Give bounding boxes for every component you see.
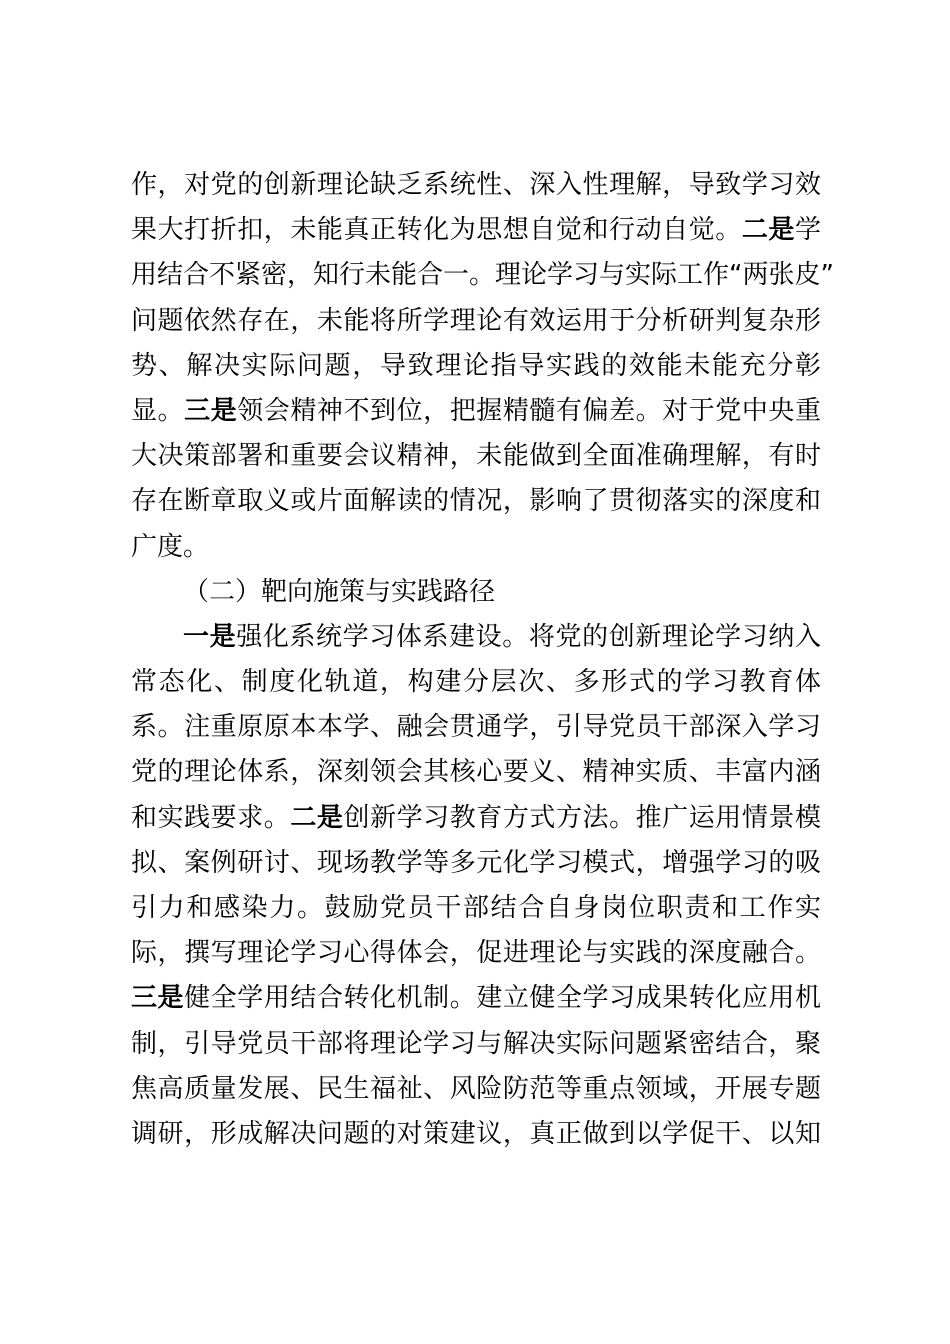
text-run: 拟、案例研讨、现场教学等多元化学习模式，增强学习的吸 [131,847,821,878]
text-run: 强化系统学习体系建设。将党的创新理论学习纳入 [236,621,821,652]
body-line [131,479,821,524]
text-run: 显。 [131,395,185,426]
body-line [131,208,821,253]
text-run: 引力和感染力。鼓励党员干部结合自身岗位职责和工作实 [131,893,821,923]
emphasis-label: 一是 [183,621,237,652]
body-line [131,1067,821,1112]
body-line [131,976,821,1021]
text-run: 党的理论体系，深刻领会其核心要义、精神实质、丰富内涵 [131,757,821,788]
text-run: 大决策部署和重要会议精神，未能做到全面准确理解，有时 [131,441,821,472]
body-line [131,525,821,570]
text-run: 用结合不紧密，知行未能合一。理论学习与实际工作“两张皮” [131,260,834,291]
body-line [131,886,821,931]
body-line [131,253,834,298]
emphasis-label: 三是 [131,983,185,1014]
body-line [131,705,821,750]
text-run: 调研，形成解决问题的对策建议，真正做到以学促干、以知 [131,1118,821,1149]
text-run: 健全学用结合转化机制。建立健全学习成果转化应用机 [184,983,821,1014]
text-run: 问题依然存在，未能将所学理论有效运用于分析研判复杂形 [131,305,821,336]
body-line [131,434,821,479]
text-run: 势、解决实际问题，导致理论指导实践的效能未能充分彰 [131,350,821,381]
text-run: 制，引导党员干部将理论学习与解决实际问题紧密结合，聚 [131,1028,821,1059]
text-run: 广度。 [131,531,210,562]
text-run: 创新学习教育方式方法。推广运用情景模 [343,802,821,833]
body-line [131,796,821,841]
body-line [131,931,821,976]
text-run: 学 [794,215,821,246]
body-line [131,1112,821,1157]
body-line [131,660,821,705]
document-body [131,163,834,1157]
text-run: 焦高质量发展、民生福祉、风险防范等重点领域，开展专题 [131,1073,821,1104]
emphasis-label: 三是 [184,395,238,426]
text-run: 常态化、制度化轨道，构建分层次、多形式的学习教育体 [131,667,821,698]
emphasis-label: 二是 [741,215,795,246]
body-line [131,615,821,660]
text-run: 存在断章取义或片面解读的情况，影响了贯彻落实的深度和 [131,486,821,517]
text-run: 作，对党的创新理论缺乏系统性、深入性理解，导致学习效 [131,170,821,200]
text-run: 果大打折扣，未能真正转化为思想自觉和行动自觉。 [131,215,742,246]
section-heading [131,570,821,615]
body-line [131,1022,821,1067]
emphasis-label: 二是 [290,802,344,833]
body-line [131,344,821,389]
body-line [131,299,821,344]
text-run: 际，撰写理论学习心得体会，促进理论与实践的深度融合。 [131,938,821,969]
body-line [131,750,821,795]
heading-text: （二）靶向施策与实践路径 [183,576,496,607]
body-line [131,389,821,434]
text-run: 领会精神不到位，把握精髓有偏差。对于党中央重 [237,395,821,426]
text-run: 系。注重原原本本学、融会贯通学，引导党员干部深入学习 [131,712,821,743]
body-line [131,163,821,208]
text-run: 和实践要求。 [131,802,291,833]
body-line [131,841,821,886]
